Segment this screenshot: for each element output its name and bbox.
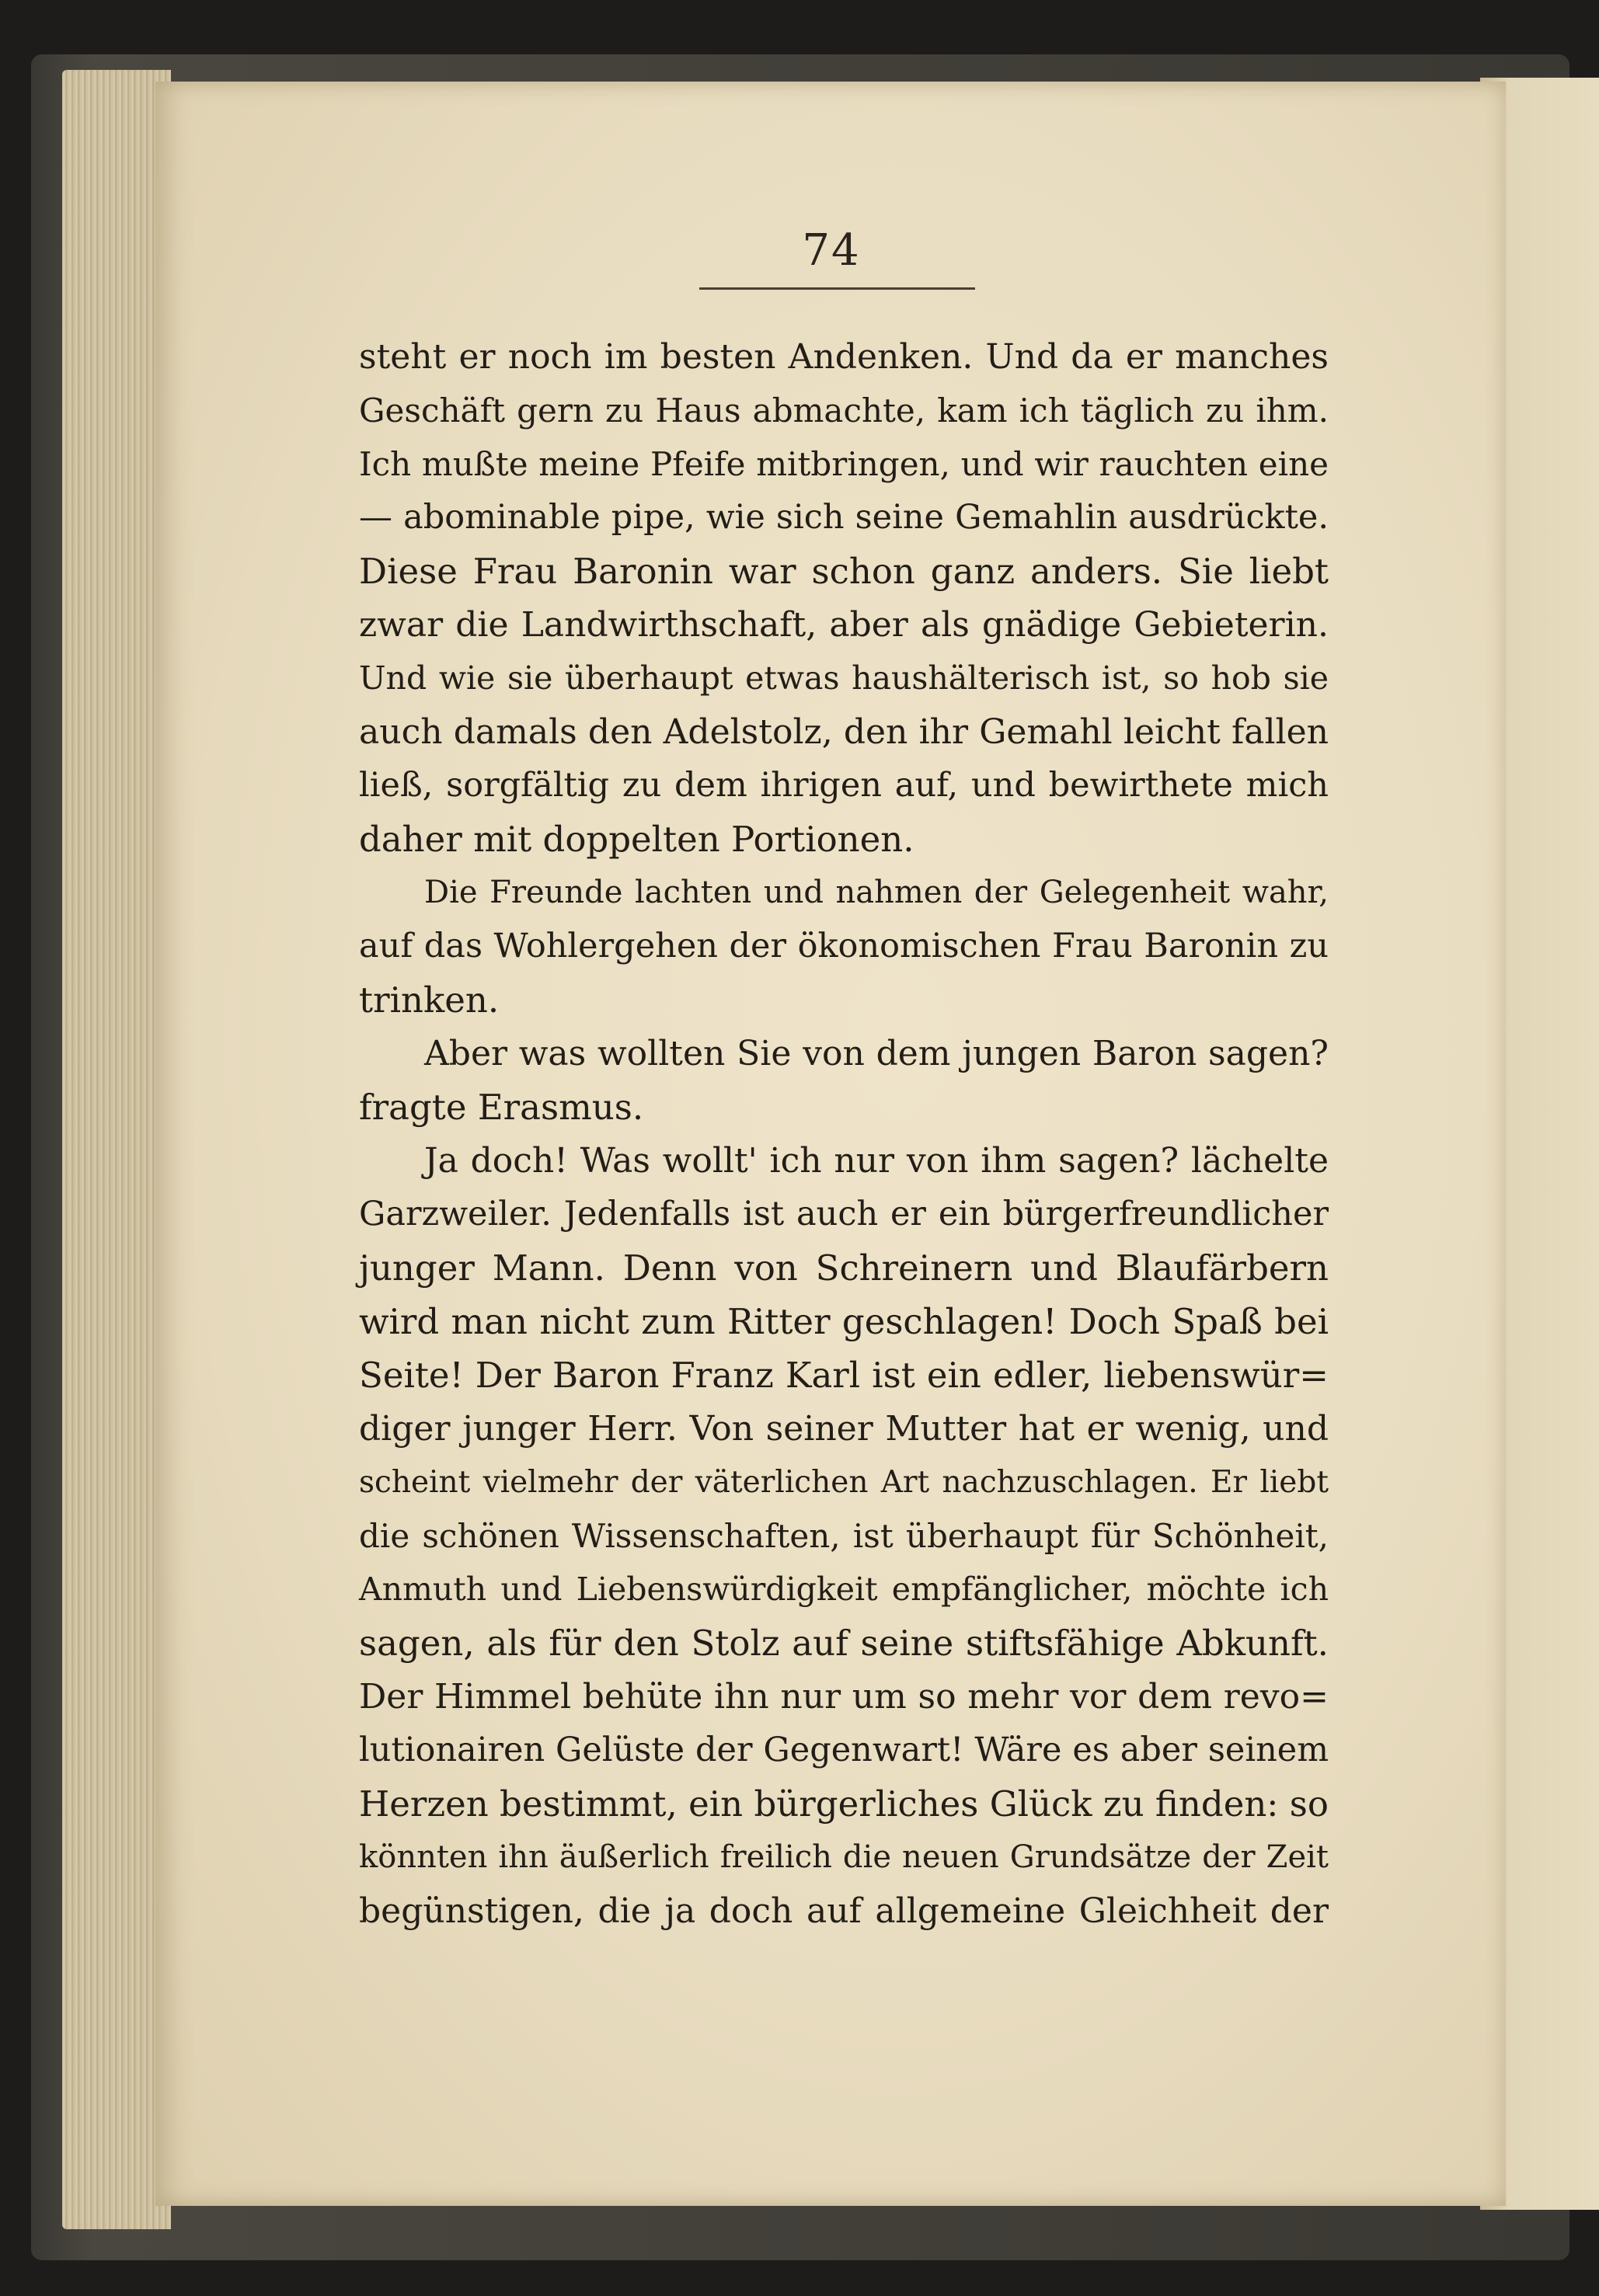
text-line: lutionairen Gelüste der Gegenwart! Wäre es aber seinem (359, 1731, 1329, 1769)
text-line: Der Himmel behüte ihn nur um so mehr vor dem revo= (359, 1677, 1329, 1717)
text-line: Diese Frau Baronin war schon ganz anders. Sie liebt (359, 551, 1329, 592)
text-line: daher mit doppelten Portionen. (359, 819, 914, 860)
text-line: Aber was wollten Sie von dem jungen Baron sagen? (424, 1034, 1329, 1073)
text-line: steht er noch im besten Andenken. Und da er manches (359, 337, 1329, 377)
text-line: begünstigen, die ja doch auf allgemeine Gleichheit der (359, 1891, 1329, 1931)
page-number-rule (699, 287, 975, 290)
text-line: scheint vielmehr der väterlichen Art nachzuschlagen. Er liebt (359, 1465, 1329, 1500)
text-line: die schönen Wissenschaften, ist überhaupt für Schönheit, (359, 1517, 1329, 1555)
text-line: Garzweiler. Jedenfalls ist auch er ein bürgerfreundlicher (359, 1195, 1329, 1233)
text-line: fragte Erasmus. (359, 1087, 644, 1128)
text-line: auch damals den Adelstolz, den ihr Gemahl leicht fallen (359, 712, 1329, 752)
text-line: Geschäft gern zu Haus abmachte, kam ich täglich zu ihm. (359, 391, 1329, 430)
text-line: sagen, als für den Stolz auf seine stiftsfähige Abkunft. (359, 1623, 1329, 1664)
text-line: Seite! Der Baron Franz Karl ist ein edler, liebenswür= (359, 1355, 1329, 1396)
text-line: auf das Wohlergehen der ökonomischen Frau Baronin zu (359, 927, 1329, 965)
text-line: Ja doch! Was wollt' ich nur von ihm sagen? lächelte (424, 1141, 1329, 1181)
body-text (359, 330, 1329, 1938)
text-line: Die Freunde lachten und nahmen der Gelegenheit wahr, (424, 875, 1329, 910)
text-line: zwar die Landwirthschaft, aber als gnädige Gebieterin. (359, 605, 1329, 645)
text-line: Anmuth und Liebenswürdigkeit empfänglicher, möchte ich (359, 1571, 1329, 1608)
text-line: Herzen bestimmt, ein bürgerliches Glück zu finden: so (359, 1783, 1329, 1825)
text-line: wird man nicht zum Ritter geschlagen! Doch Spaß bei (359, 1301, 1329, 1342)
text-line: — abominable pipe, wie sich seine Gemahlin ausdrückte. (359, 498, 1329, 537)
text-line: Und wie sie überhaupt etwas haushälterisch ist, so hob sie (359, 659, 1329, 697)
page-edges (62, 70, 171, 2229)
text-line: ließ, sorgfältig zu dem ihrigen auf, und bewirthete mich (359, 766, 1329, 805)
text-line: Ich mußte meine Pfeife mitbringen, und wir rauchten eine (359, 445, 1329, 483)
text-line: könnten ihn äußerlich freilich die neuen Grundsätze der Zeit (359, 1839, 1329, 1875)
text-line: junger Mann. Denn von Schreinern und Blaufärbern (359, 1247, 1329, 1289)
text-line: trinken. (359, 979, 500, 1021)
page-number: 74 (802, 225, 861, 276)
text-line: diger junger Herr. Von seiner Mutter hat er wenig, und (359, 1409, 1329, 1449)
